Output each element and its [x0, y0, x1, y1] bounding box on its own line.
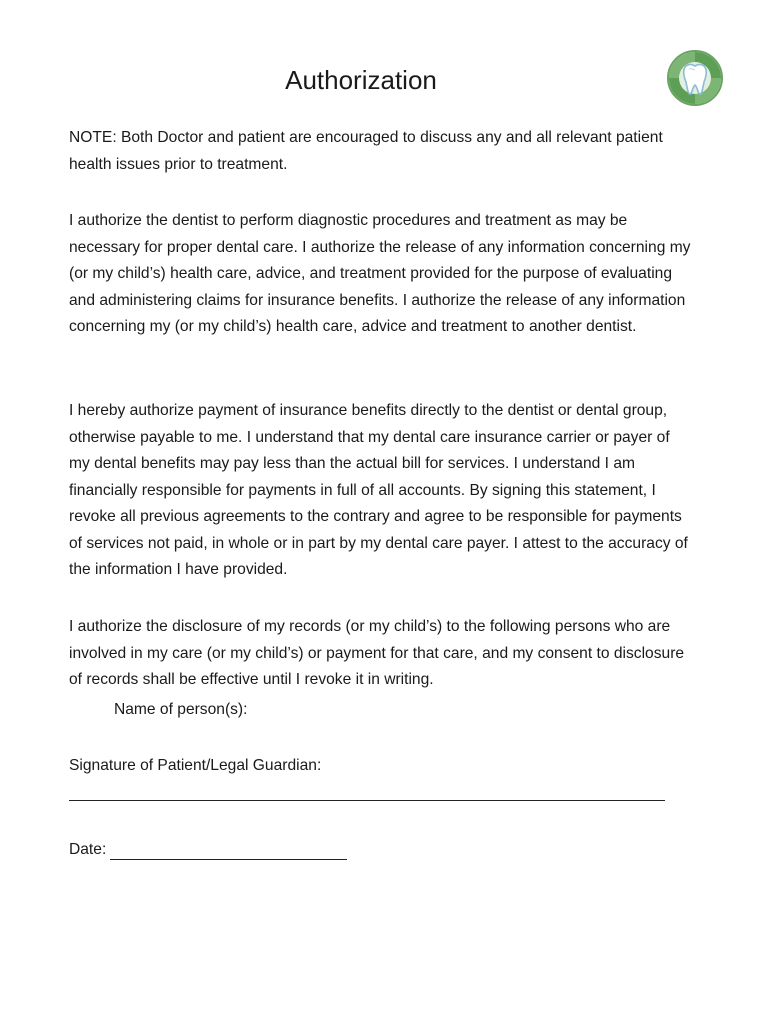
payment-paragraph	[69, 398, 691, 584]
authorization-paragraph	[69, 208, 691, 341]
page-title: Authorization	[285, 65, 437, 95]
date-field	[69, 837, 347, 864]
authorization-text: I authorize the dentist to perform diagnostic procedures and treatment as may be necessary for proper dental care. I authorize the release of any information concerning my (or my child’s) health care, advice, and treatment provided for the purpose of evaluating and administering claims for insurance benefits. I authorize the release of any information concerning my (or my child’s) health care, advice and treatment to another dentist.	[69, 212, 691, 335]
date-label: Date:	[69, 841, 107, 858]
payment-text: I hereby authorize payment of insurance benefits directly to the dentist or dental group, otherwise payable to me. I understand that my dental care insurance carrier or payer of my dental benefits may pay less than the actual bill for services. I understand I am financially responsible for payments in full of all accounts. By signing this statement, I revoke all previous agreements to the contrary and agree to be responsible for payments of services not paid, in whole or in part by my dental care payer. I attest to the accuracy of the information I have provided.	[69, 402, 688, 578]
disclosure-text: I authorize the disclosure of my records (or my child’s) to the following persons who are involved in my care (or my child’s) or payment for that care, and my consent to disclosure of records shall be effective until I revoke it in writing.	[69, 618, 685, 688]
note-text: NOTE: Both Doctor and patient are encouraged to discuss any and all relevant patient health issues prior to treatment.	[69, 129, 663, 173]
disclosure-paragraph	[69, 614, 691, 694]
note-paragraph	[69, 125, 691, 178]
signature-line[interactable]	[69, 800, 665, 801]
date-line[interactable]	[110, 859, 347, 860]
name-of-persons-label: Name of person(s):	[114, 701, 248, 718]
tooth-logo-icon	[666, 49, 724, 107]
signature-label: Signature of Patient/Legal Guardian:	[69, 757, 322, 774]
